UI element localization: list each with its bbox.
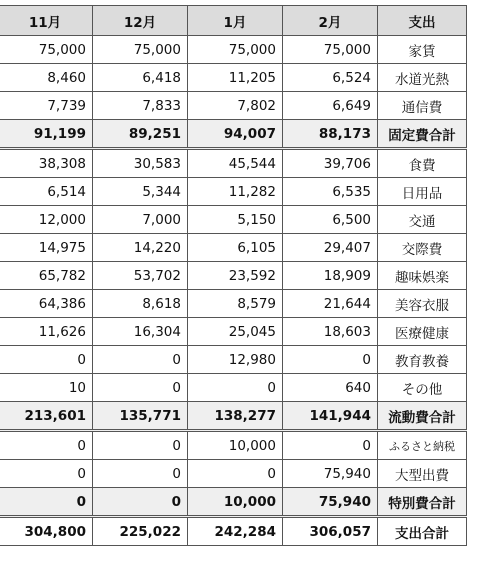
- value-cell[interactable]: 89,251: [93, 120, 188, 149]
- category-label-cell[interactable]: 食費: [378, 149, 467, 178]
- table-row: [0, 36, 467, 64]
- value-cell[interactable]: 0: [93, 431, 188, 460]
- value-cell[interactable]: 10,000: [188, 431, 283, 460]
- value-cell[interactable]: 53,702: [93, 262, 188, 290]
- value-cell[interactable]: 64,386: [0, 290, 93, 318]
- subtotal-row: [0, 402, 467, 431]
- header-row: [0, 6, 467, 36]
- category-label-cell[interactable]: 日用品: [378, 178, 467, 206]
- value-cell[interactable]: 75,940: [283, 460, 378, 488]
- value-cell[interactable]: 306,057: [283, 517, 378, 546]
- value-cell[interactable]: 6,649: [283, 92, 378, 120]
- category-label-cell[interactable]: その他: [378, 374, 467, 402]
- value-cell[interactable]: 91,199: [0, 120, 93, 149]
- value-cell[interactable]: 94,007: [188, 120, 283, 149]
- value-cell[interactable]: 11,626: [0, 318, 93, 346]
- table-row: [0, 178, 467, 206]
- value-cell[interactable]: 5,150: [188, 206, 283, 234]
- header-cell-feb[interactable]: 2月: [283, 6, 378, 36]
- category-label-cell[interactable]: 大型出費: [378, 460, 467, 488]
- value-cell[interactable]: 38,308: [0, 149, 93, 178]
- category-label-cell[interactable]: 教育教養: [378, 346, 467, 374]
- value-cell[interactable]: 0: [188, 460, 283, 488]
- header-cell-dec[interactable]: 12月: [93, 6, 188, 36]
- value-cell[interactable]: 242,284: [188, 517, 283, 546]
- category-label-cell[interactable]: 美容衣服: [378, 290, 467, 318]
- value-cell[interactable]: 88,173: [283, 120, 378, 149]
- value-cell[interactable]: 6,105: [188, 234, 283, 262]
- value-cell[interactable]: 45,544: [188, 149, 283, 178]
- header-cell-nov[interactable]: 11月: [0, 6, 93, 36]
- value-cell[interactable]: 39,706: [283, 149, 378, 178]
- category-label-cell[interactable]: 流動費合計: [378, 402, 467, 431]
- value-cell[interactable]: 8,460: [0, 64, 93, 92]
- value-cell[interactable]: 7,833: [93, 92, 188, 120]
- value-cell[interactable]: 304,800: [0, 517, 93, 546]
- subtotal-row: [0, 120, 467, 149]
- value-cell[interactable]: 14,220: [93, 234, 188, 262]
- value-cell[interactable]: 30,583: [93, 149, 188, 178]
- value-cell[interactable]: 5,344: [93, 178, 188, 206]
- value-cell[interactable]: 11,282: [188, 178, 283, 206]
- value-cell[interactable]: 7,000: [93, 206, 188, 234]
- value-cell[interactable]: 138,277: [188, 402, 283, 431]
- category-label-cell[interactable]: 支出合計: [378, 517, 467, 546]
- value-cell[interactable]: 75,000: [93, 36, 188, 64]
- value-cell[interactable]: 0: [283, 431, 378, 460]
- value-cell[interactable]: 7,739: [0, 92, 93, 120]
- value-cell[interactable]: 0: [93, 374, 188, 402]
- table-row: [0, 318, 467, 346]
- table-row: [0, 431, 467, 460]
- value-cell[interactable]: 29,407: [283, 234, 378, 262]
- category-label-cell[interactable]: 趣味娯楽: [378, 262, 467, 290]
- table-row: [0, 374, 467, 402]
- table-row: [0, 92, 467, 120]
- value-cell[interactable]: 12,000: [0, 206, 93, 234]
- value-cell[interactable]: 8,579: [188, 290, 283, 318]
- header-cell-jan[interactable]: 1月: [188, 6, 283, 36]
- table-row: [0, 234, 467, 262]
- total-row: [0, 517, 467, 546]
- category-label-cell[interactable]: 特別費合計: [378, 488, 467, 517]
- value-cell[interactable]: 0: [283, 346, 378, 374]
- category-label-cell[interactable]: ふるさと納税: [378, 431, 467, 460]
- value-cell[interactable]: 75,940: [283, 488, 378, 517]
- value-cell[interactable]: 0: [93, 488, 188, 517]
- table-row: [0, 206, 467, 234]
- value-cell[interactable]: 0: [188, 374, 283, 402]
- category-label-cell[interactable]: 家賃: [378, 36, 467, 64]
- value-cell[interactable]: 135,771: [93, 402, 188, 431]
- table-row: [0, 290, 467, 318]
- value-cell[interactable]: 11,205: [188, 64, 283, 92]
- value-cell[interactable]: 7,802: [188, 92, 283, 120]
- value-cell[interactable]: 75,000: [0, 36, 93, 64]
- subtotal-row: [0, 488, 467, 517]
- category-label-cell[interactable]: 水道光熱: [378, 64, 467, 92]
- value-cell[interactable]: 6,535: [283, 178, 378, 206]
- value-cell[interactable]: 6,524: [283, 64, 378, 92]
- value-cell[interactable]: 6,500: [283, 206, 378, 234]
- table-row: [0, 262, 467, 290]
- category-label-cell[interactable]: 医療健康: [378, 318, 467, 346]
- value-cell[interactable]: 10,000: [188, 488, 283, 517]
- value-cell[interactable]: 75,000: [283, 36, 378, 64]
- value-cell[interactable]: 8,618: [93, 290, 188, 318]
- value-cell[interactable]: 25,045: [188, 318, 283, 346]
- value-cell[interactable]: 0: [93, 346, 188, 374]
- value-cell[interactable]: 0: [0, 488, 93, 517]
- value-cell[interactable]: 23,592: [188, 262, 283, 290]
- value-cell[interactable]: 6,514: [0, 178, 93, 206]
- expense-table: [0, 5, 467, 546]
- value-cell[interactable]: 16,304: [93, 318, 188, 346]
- value-cell[interactable]: 0: [93, 460, 188, 488]
- value-cell[interactable]: 21,644: [283, 290, 378, 318]
- value-cell[interactable]: 0: [0, 460, 93, 488]
- table-row: [0, 346, 467, 374]
- header-cell-category[interactable]: 支出: [378, 6, 467, 36]
- value-cell[interactable]: 141,944: [283, 402, 378, 431]
- value-cell[interactable]: 65,782: [0, 262, 93, 290]
- value-cell[interactable]: 14,975: [0, 234, 93, 262]
- value-cell[interactable]: 225,022: [93, 517, 188, 546]
- category-label-cell[interactable]: 固定費合計: [378, 120, 467, 149]
- table-row: [0, 64, 467, 92]
- value-cell[interactable]: 213,601: [0, 402, 93, 431]
- category-label-cell[interactable]: 通信費: [378, 92, 467, 120]
- value-cell[interactable]: 18,909: [283, 262, 378, 290]
- value-cell[interactable]: 12,980: [188, 346, 283, 374]
- table-row: [0, 149, 467, 178]
- table-row: [0, 460, 467, 488]
- value-cell[interactable]: 10: [0, 374, 93, 402]
- value-cell[interactable]: 640: [283, 374, 378, 402]
- category-label-cell[interactable]: 交通: [378, 206, 467, 234]
- category-label-cell[interactable]: 交際費: [378, 234, 467, 262]
- value-cell[interactable]: 0: [0, 431, 93, 460]
- value-cell[interactable]: 75,000: [188, 36, 283, 64]
- value-cell[interactable]: 0: [0, 346, 93, 374]
- value-cell[interactable]: 18,603: [283, 318, 378, 346]
- value-cell[interactable]: 6,418: [93, 64, 188, 92]
